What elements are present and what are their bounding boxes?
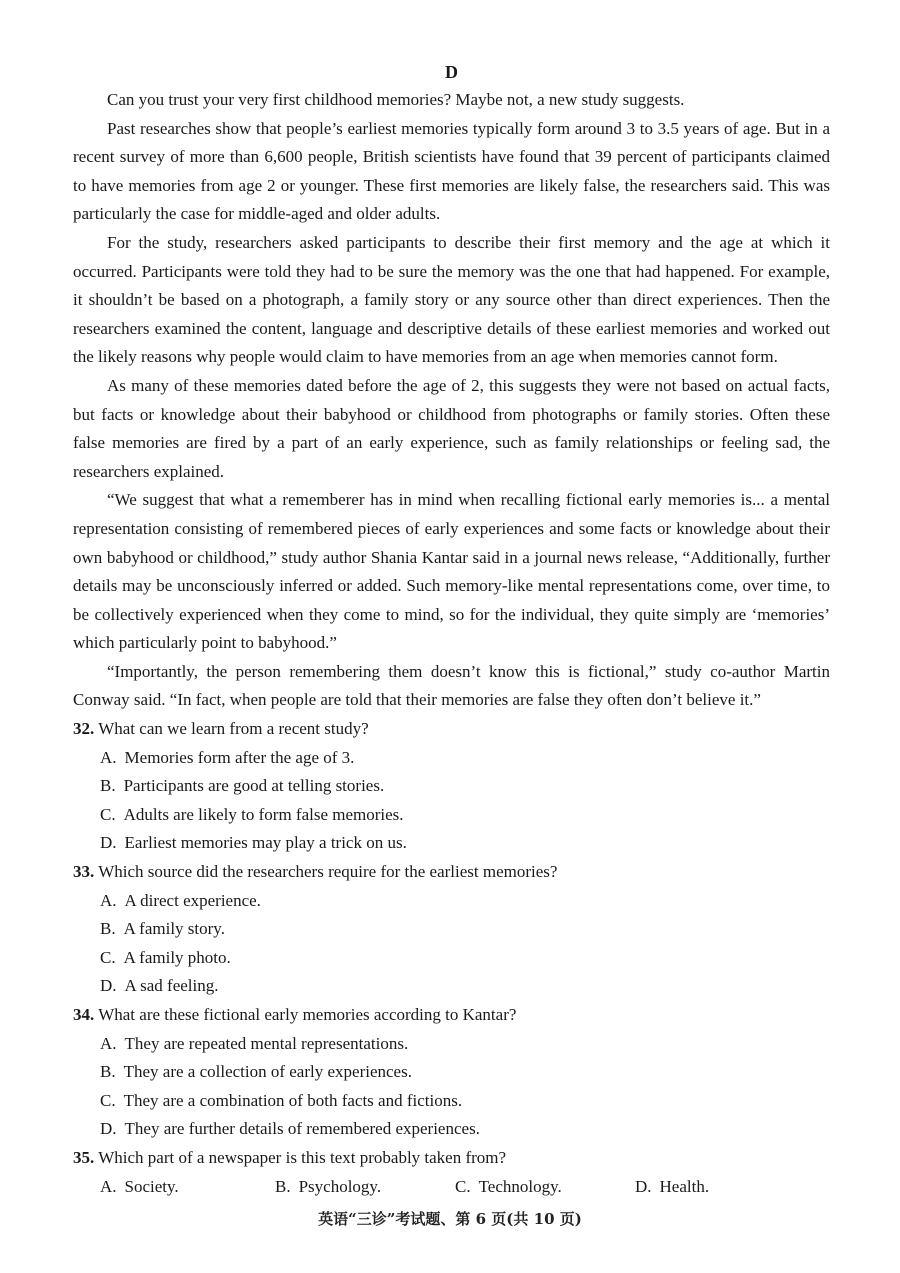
question-text: Which part of a newspaper is this text probably taken from? bbox=[98, 1147, 507, 1167]
section-heading: D bbox=[445, 62, 458, 82]
options bbox=[73, 1173, 830, 1202]
question-number: 35. bbox=[73, 1147, 95, 1167]
passage-paragraph: “We suggest that what a rememberer has in mind when recalling fictional early memories is... a mental representation consisting of remembered pieces of early experiences and some facts or knowledge about their own babyhood or childhood,” study author Shania Kantar said in a journal news release, “Additionally, further details may be unconsciously inferred or added. Such memory-like mental representations come, over time, to be collectively experienced when they come to mind, so for the individual, they quite simply are ‘memories’ which particularly point to babyhood.” bbox=[73, 490, 830, 653]
page-footer: 英语“三诊”考试题、第 6 页(共 10 页) bbox=[318, 1210, 582, 1228]
option-d[interactable]: D. They are further details of remembered experiences. bbox=[100, 1119, 480, 1139]
question-32 bbox=[73, 715, 830, 858]
option-c[interactable]: C. Adults are likely to form false memories. bbox=[100, 804, 404, 824]
question-number: 34. bbox=[73, 1005, 95, 1024]
passage-paragraph: As many of these memories dated before the age of 2, this suggests they were not based on actual facts, but facts or knowledge about their babyhood or childhood from photographs or family stories. Often these false memories are fired by a part of an early experience, such as family relationships or feeling sad, the researchers explained. bbox=[73, 375, 830, 481]
question-33 bbox=[73, 858, 830, 1001]
option-d[interactable]: D. A sad feeling. bbox=[100, 976, 219, 996]
passage-paragraph: “Importantly, the person remembering them doesn’t know this is fictional,” study co-author Martin Conway said. “In fact, when people are told that their memories are false they often don’t believe it.” bbox=[73, 661, 830, 710]
options bbox=[73, 887, 830, 1001]
option-d[interactable]: D. Earliest memories may play a trick on us. bbox=[100, 833, 407, 853]
question-text: Which source did the researchers require for the earliest memories? bbox=[98, 862, 558, 882]
question-34 bbox=[73, 1001, 830, 1144]
option-b[interactable]: B. A family story. bbox=[100, 919, 225, 939]
options bbox=[73, 744, 830, 858]
option-d[interactable]: D. Health. bbox=[635, 1176, 710, 1196]
question-text: What can we learn from a recent study? bbox=[98, 719, 369, 739]
options bbox=[73, 1030, 830, 1144]
passage-paragraph: Can you trust your very first childhood memories? Maybe not, a new study suggests. bbox=[107, 90, 685, 109]
option-a[interactable]: A. They are repeated mental representations. bbox=[100, 1033, 409, 1053]
passage-paragraph: Past researches show that people’s earliest memories typically form around 3 to 3.5 years of age. But in a recent survey of more than 6,600 people, British scientists have found that 39 percent of participants claimed to have memories from age 2 or younger. These first memories are likely false, the researchers said. This was particularly the case for middle-aged and older adults. bbox=[73, 118, 830, 224]
option-a[interactable]: A. Memories form after the age of 3. bbox=[100, 747, 355, 767]
question-number: 33. bbox=[73, 862, 95, 882]
option-a[interactable]: A. Society. bbox=[100, 1176, 179, 1196]
option-c[interactable]: C. Technology. bbox=[455, 1176, 562, 1196]
option-c[interactable]: C. They are a combination of both facts and fictions. bbox=[100, 1090, 463, 1110]
question-text: What are these fictional early memories according to Kantar? bbox=[98, 1005, 517, 1024]
option-b[interactable]: B. They are a collection of early experiences. bbox=[100, 1062, 412, 1082]
reading-passage bbox=[73, 86, 830, 715]
question-35 bbox=[73, 1144, 830, 1201]
passage-paragraph: For the study, researchers asked participants to describe their first memory and the age at which it occurred. Participants were told they had to be sure the memory was the one that had happened. For example, it shouldn’t be based on a photograph, a family story or any source other than direct experiences. Then the researchers examined the content, language and descriptive details of these earliest memories and worked out the likely reasons why people would claim to have memories from an age when memories cannot form. bbox=[73, 232, 830, 367]
option-c[interactable]: C. A family photo. bbox=[100, 947, 231, 967]
option-b[interactable]: B. Psychology. bbox=[275, 1176, 382, 1196]
exam-page bbox=[73, 58, 830, 1201]
option-a[interactable]: A. A direct experience. bbox=[100, 890, 261, 910]
question-number: 32. bbox=[73, 719, 95, 739]
option-b[interactable]: B. Participants are good at telling stories. bbox=[100, 776, 385, 796]
